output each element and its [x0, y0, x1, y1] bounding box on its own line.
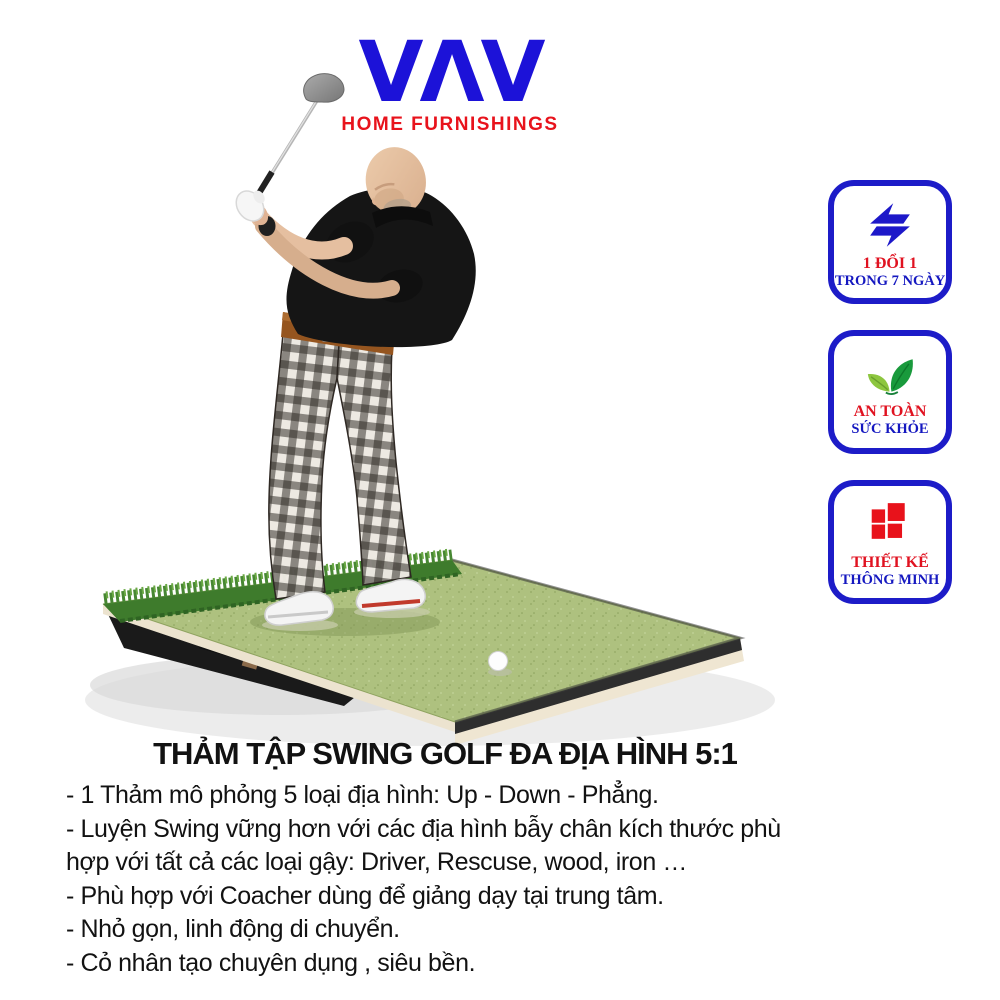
feature-line: hợp với tất cả các loại gậy: Driver, Rescuse, wood, iron …	[66, 848, 687, 876]
badge-line1: 1 ĐỔI 1	[862, 254, 918, 272]
feature-line: - Luyện Swing vững hơn với các địa hình bẫy chân kích thước phù	[66, 814, 781, 843]
badge-line1: AN TOÀN	[853, 402, 927, 420]
golfer-glove	[231, 186, 273, 229]
badge-exchange-policy	[828, 180, 952, 304]
golfer	[231, 74, 476, 631]
swap-arrows-icon	[859, 195, 921, 255]
badge-line1: THIẾT KẾ	[851, 553, 929, 571]
brand-logo-subtitle: HOME FURNISHINGS	[341, 114, 559, 135]
badge-health-safety	[828, 330, 952, 454]
red-squares-icon	[861, 496, 919, 554]
badge-smart-design	[828, 480, 952, 604]
brand-logo-text: VΛV	[358, 23, 542, 121]
product-title: THẢM TẬP SWING GOLF ĐA ĐỊA HÌNH 5:1	[153, 736, 737, 771]
badge-column	[828, 180, 952, 630]
feature-line: - Cỏ nhân tạo chuyên dụng , siêu bền.	[66, 948, 476, 977]
badge-line2: SỨC KHỎE	[851, 420, 929, 437]
feature-line: - 1 Thảm mô phỏng 5 loại địa hình: Up - Down - Phẳng.	[66, 781, 659, 809]
golf-club	[253, 74, 344, 203]
badge-line2: TRONG 7 NGÀY	[834, 272, 946, 289]
feature-line: - Phù hợp với Coacher dùng để giảng dạy tại trung tâm.	[66, 881, 664, 910]
badge-line2: THÔNG MINH	[840, 571, 940, 588]
feature-line: - Nhỏ gọn, linh động di chuyển.	[66, 915, 400, 943]
feature-list	[55, 779, 835, 980]
leaf-icon	[860, 347, 920, 403]
caption-block	[55, 732, 835, 980]
golfer-pants	[269, 334, 411, 599]
